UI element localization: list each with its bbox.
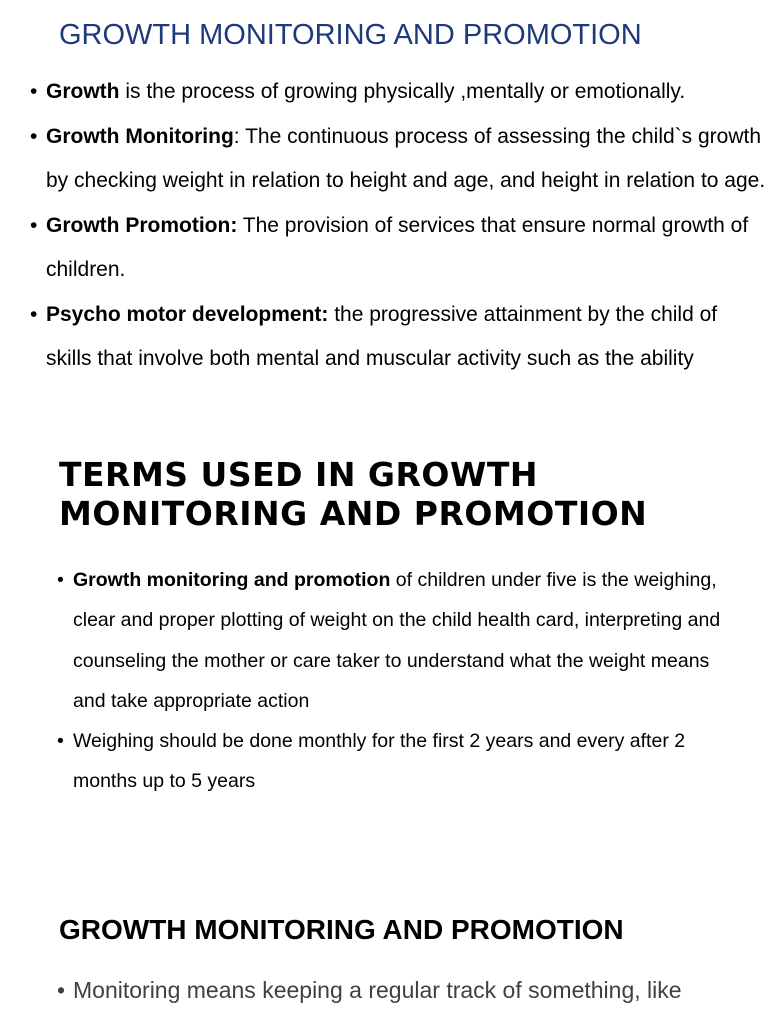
slide-title: GROWTH MONITORING AND PROMOTION: [59, 19, 642, 51]
item-text: Monitoring means keeping a regular track of something, like: [73, 977, 682, 1003]
definition-text: is the process of growing physically ,mentally or emotionally.: [119, 80, 686, 103]
term-label: Growth monitoring and promotion: [73, 569, 391, 591]
list-item: [30, 115, 766, 204]
slide-title: GROWTH MONITORING AND PROMOTION: [59, 914, 624, 945]
slide-title: TERMS USED IN GROWTH MONITORING AND PROMOTION: [59, 455, 648, 533]
term-label: Growth Monitoring: [46, 124, 234, 148]
slide-terms: [0, 440, 768, 800]
bullet-list: [57, 560, 747, 802]
bullet-icon: •: [30, 213, 38, 237]
definition-text: of children under five is the weighing, clear and proper plotting of weight on the child health card, interpreting and counseling the mother or care taker to understand what the weight means and take appropriate action: [73, 569, 721, 712]
bullet-list: [30, 70, 766, 382]
list-item: [30, 293, 766, 382]
term-label: Psycho motor development:: [46, 302, 329, 326]
definition-text: the progressive attainment by the child of skills that involve both mental and muscular activity such as the ability: [46, 302, 718, 370]
bullet-icon: •: [30, 302, 38, 326]
bullet-icon: •: [30, 124, 38, 148]
term-label: Growth: [46, 80, 120, 103]
list-item: [30, 204, 766, 293]
slide-growth-definitions: [0, 0, 768, 430]
definition-text: The provision of services that ensure normal growth of children.: [46, 213, 749, 281]
bullet-icon: •: [57, 730, 64, 753]
bullet-icon: •: [57, 977, 66, 1003]
slide-monitoring: [0, 890, 768, 1024]
list-item: [57, 560, 747, 721]
bullet-icon: •: [57, 569, 64, 591]
list-item: [30, 70, 766, 115]
bullet-list: [57, 970, 757, 1010]
bullet-icon: •: [30, 80, 38, 103]
definition-text: : The continuous process of assessing the child`s growth by checking weight in relation to height and age, and height in relation to age.: [46, 124, 766, 192]
list-item: [57, 721, 747, 802]
item-text: Weighing should be done monthly for the first 2 years and every after 2 months up to 5 years: [73, 730, 686, 793]
list-item: [57, 970, 757, 1010]
term-label: Growth Promotion:: [46, 213, 238, 237]
